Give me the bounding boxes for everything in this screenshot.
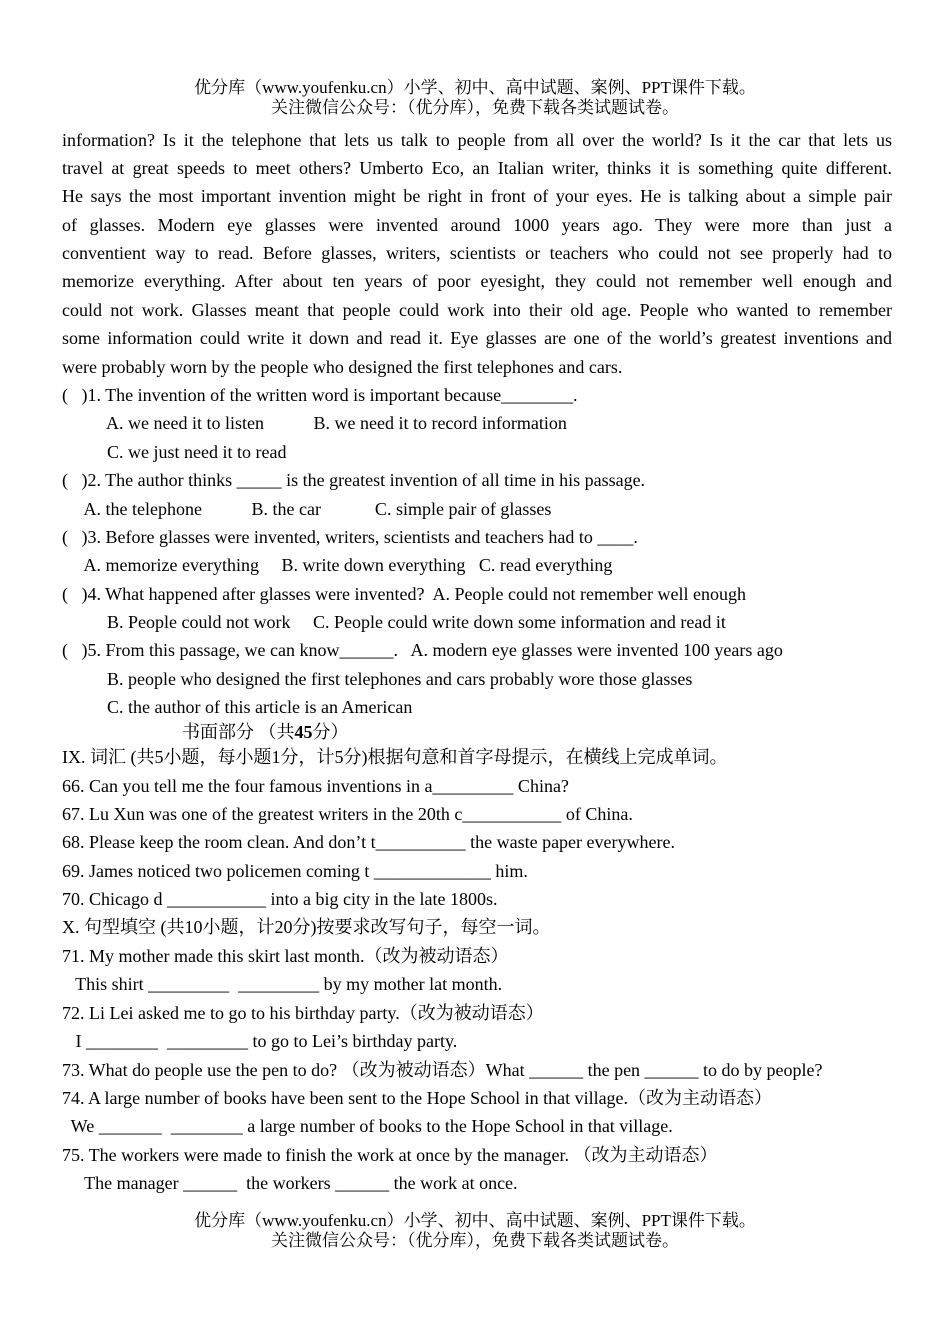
exercise-item: 75. The workers were made to finish the work at once by the manager. （改为主动语态） <box>62 1145 718 1165</box>
exercise-item: 71. My mother made this skirt last month.（改为被动语态） <box>62 946 509 966</box>
exercise-item: 73. What do people use the pen to do? （改为被动语态）What ______ the pen ______ to do by people? <box>62 1060 823 1080</box>
question-line: ( )3. Before glasses were invented, writers, scientists and teachers had to ____. <box>62 527 638 547</box>
exercise-item: We _______ ________ a large number of books to the Hope School in that village. <box>62 1116 673 1136</box>
header-line-2: 关注微信公众号：（优分库），免费下载各类试题试卷。 <box>271 98 679 117</box>
footer-line-1: 优分库（www.youfenku.cn）小学、初中、高中试题、案例、PPT课件下载。 <box>194 1211 756 1230</box>
passage-line: He says the most important invention might be right in front of your eyes. He is talking about a simple pair <box>62 186 892 206</box>
passage-line: of glasses. Modern eye glasses were invented around 1000 years ago. They were more than just a <box>62 215 892 235</box>
header-line-1: 优分库（www.youfenku.cn）小学、初中、高中试题、案例、PPT课件下载。 <box>194 78 756 97</box>
question-line: ( )4. What happened after glasses were invented? A. People could not remember well enough <box>62 584 746 604</box>
question-line: ( )2. The author thinks _____ is the greatest invention of all time in his passage. <box>62 470 646 490</box>
exercise-item: 69. James noticed two policemen coming t _____________ him. <box>62 861 528 881</box>
section-title: X. 句型填空 (共10小题，计20分)按要求改写句子，每空一词。 <box>62 917 551 937</box>
exercise-item: 68. Please keep the room clean. And don’t t__________ the waste paper everywhere. <box>62 832 675 852</box>
question-option: C. we just need it to read <box>62 442 287 462</box>
exercise-item: 66. Can you tell me the four famous inventions in a_________ China? <box>62 776 569 796</box>
exercise-item: 70. Chicago d ___________ into a big city in the late 1800s. <box>62 889 498 909</box>
exercise-item: I ________ _________ to go to Lei’s birthday party. <box>62 1031 458 1051</box>
question-line: ( )1. The invention of the written word is important because________. <box>62 385 578 405</box>
passage-line: travel at great speeds to meet others? Umberto Eco, an Italian writer, thinks it is something quite different. <box>62 158 892 178</box>
question-option: A. memorize everything B. write down everything C. read everything <box>62 555 613 575</box>
exercise-item: This shirt _________ _________ by my mother lat month. <box>62 974 503 994</box>
section-title: IX. 词汇 (共5小题，每小题1分，计5分)根据句意和首字母提示，在横线上完成单词。 <box>62 747 728 767</box>
question-option: A. we need it to listen B. we need it to record information <box>62 413 567 433</box>
exercise-item: 72. Li Lei asked me to go to his birthday party.（改为被动语态） <box>62 1003 544 1023</box>
exercise-item: The manager ______ the workers ______ the work at once. <box>62 1173 518 1193</box>
passage-line: conventient way to read. Before glasses, writers, scientists or teachers who could not see properly had to <box>62 243 892 263</box>
passage-line: information? Is it the telephone that lets us talk to people from all over the world? Is it the car that lets us <box>62 130 892 150</box>
exercise-item: 67. Lu Xun was one of the greatest writers in the 20th c___________ of China. <box>62 804 633 824</box>
written-part-heading: 书面部分 （共45分） <box>182 722 349 742</box>
question-option: A. the telephone B. the car C. simple pair of glasses <box>62 499 552 519</box>
question-line: ( )5. From this passage, we can know______. A. modern eye glasses were invented 100 years ago <box>62 640 783 660</box>
question-option: C. the author of this article is an American <box>62 697 413 717</box>
question-option: B. People could not work C. People could write down some information and read it <box>62 612 726 632</box>
exercise-item: 74. A large number of books have been sent to the Hope School in that village.（改为主动语态） <box>62 1088 773 1108</box>
footer-line-2: 关注微信公众号：（优分库），免费下载各类试题试卷。 <box>271 1231 679 1250</box>
question-option: B. people who designed the first telephones and cars probably wore those glasses <box>62 669 693 689</box>
passage-line: could not work. Glasses meant that people could work into their old age. People who wanted to remember <box>62 300 892 320</box>
passage-line: some information could write it down and read it. Eye glasses are one of the world’s greatest inventions and <box>62 328 892 348</box>
passage-line: memorize everything. After about ten years of poor eyesight, they could not remember well enough and <box>62 271 892 291</box>
passage-line: were probably worn by the people who designed the first telephones and cars. <box>62 357 623 377</box>
